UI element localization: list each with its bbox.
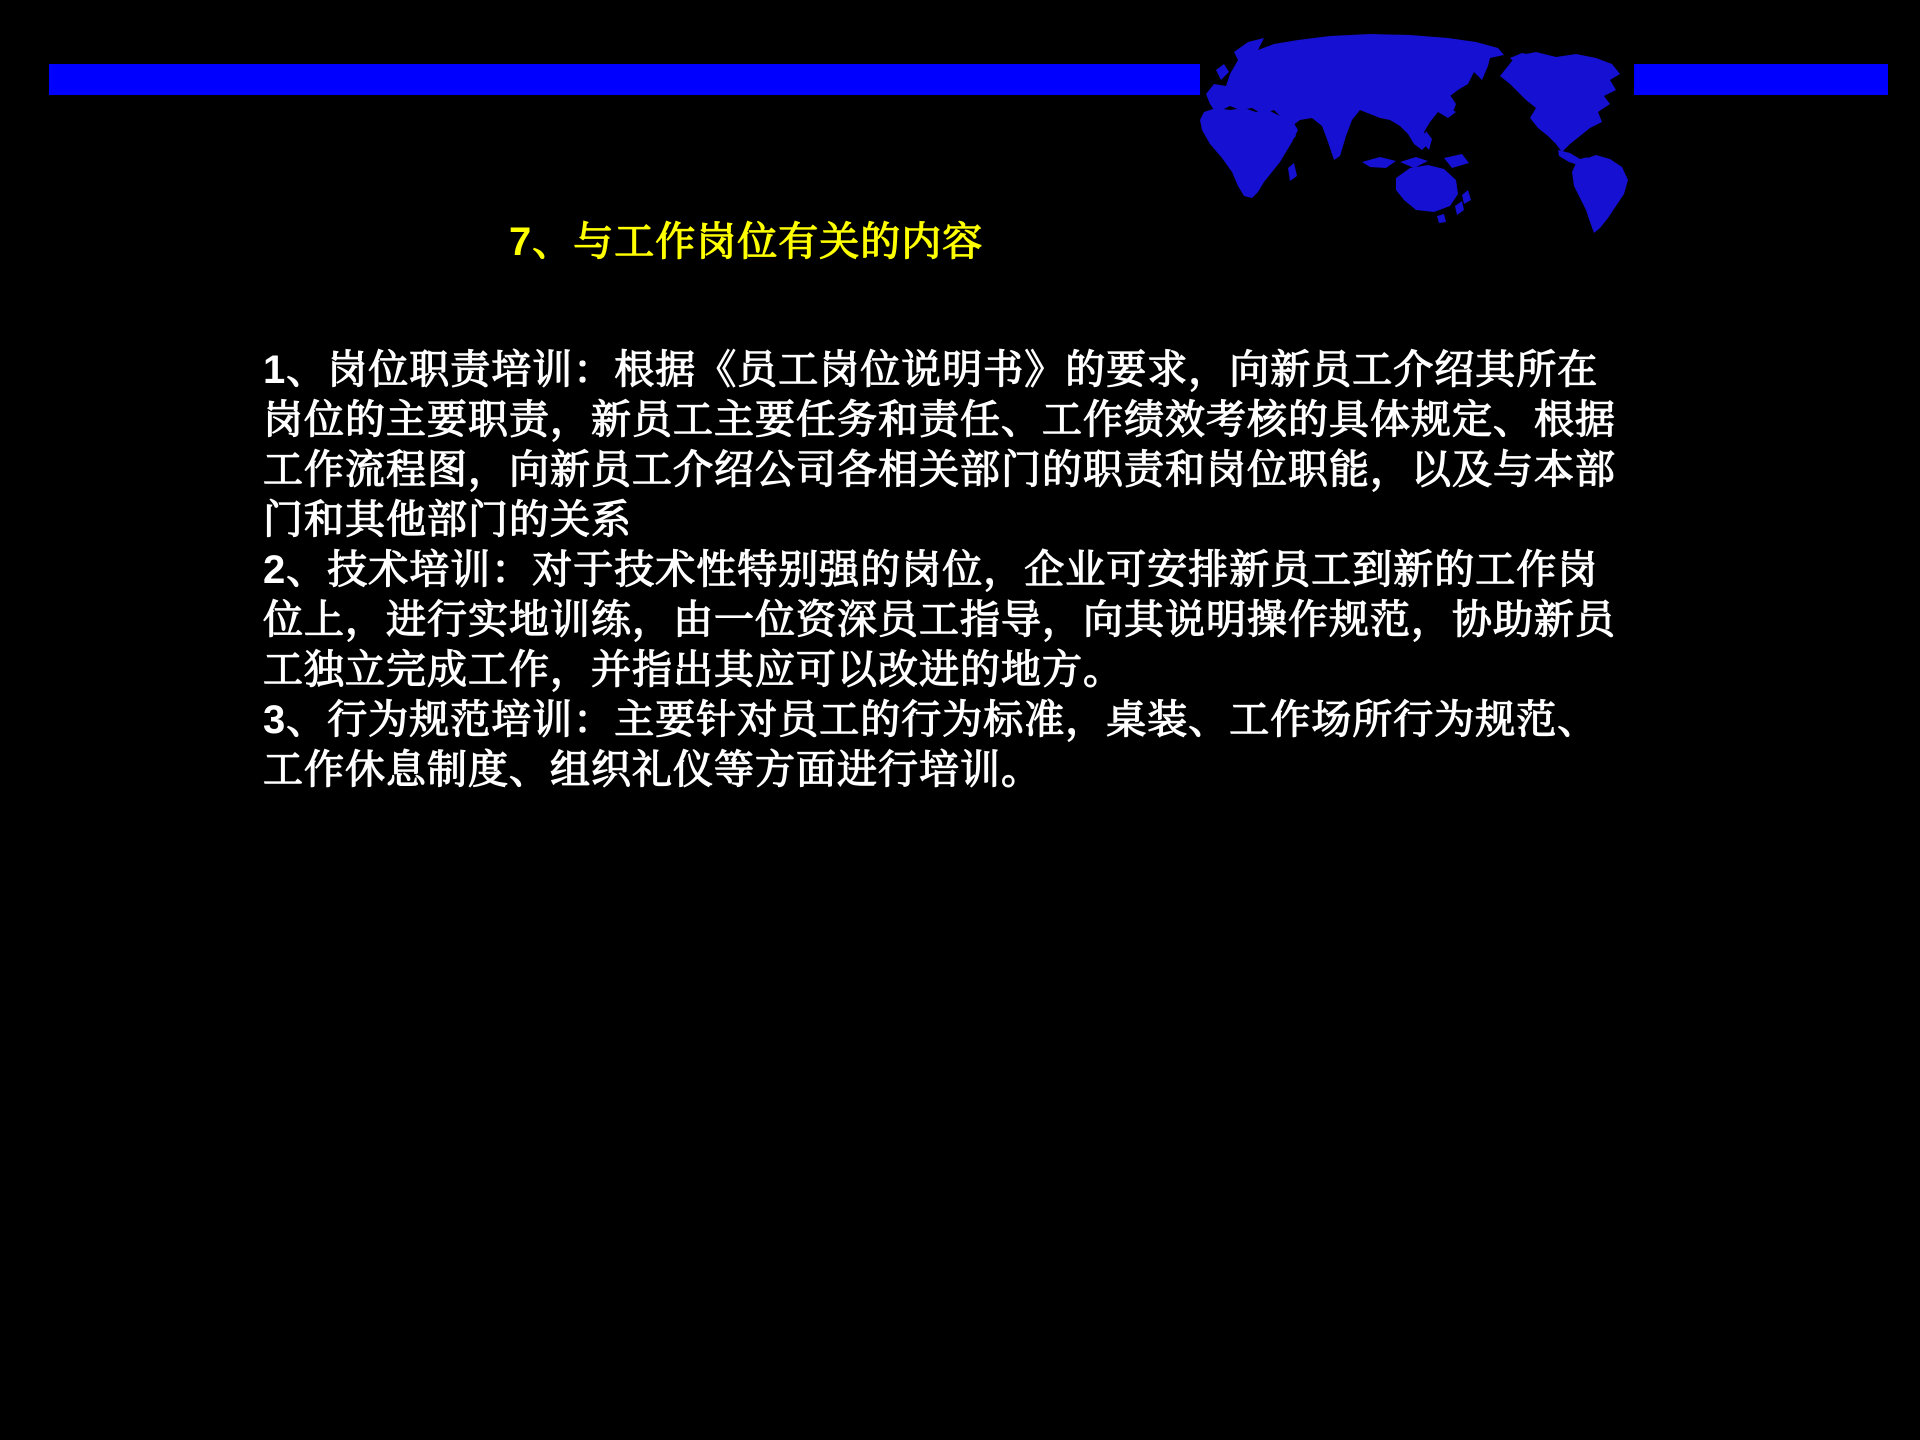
- body-line-6: 位上，进行实地训练，由一位资深员工指导，向其说明操作规范，协助新员: [263, 598, 1616, 642]
- accent-bar-left: [49, 64, 1200, 95]
- body-line-1: 1、岗位职责培训：根据《员工岗位说明书》的要求，向新员工介绍其所在: [263, 348, 1599, 392]
- body-line-3: 工作流程图，向新员工介绍公司各相关部门的职责和岗位职能，以及与本部: [263, 448, 1616, 492]
- slide-body-text: [263, 345, 1663, 795]
- body-line-8: 3、行为规范培训：主要针对员工的行为标准，桌装、工作场所行为规范、: [263, 698, 1599, 742]
- slide-title: 7、与工作岗位有关的内容: [509, 220, 984, 264]
- body-line-5: 2、技术培训：对于技术性特别强的岗位，企业可安排新员工到新的工作岗: [263, 548, 1599, 592]
- body-line-2: 岗位的主要职责，新员工主要任务和责任、工作绩效考核的具体规定、根据: [263, 398, 1616, 442]
- accent-bar-right: [1634, 64, 1888, 95]
- world-map-icon: [1200, 0, 1665, 240]
- body-line-7: 工独立完成工作，并指出其应可以改进的地方。: [263, 648, 1124, 692]
- body-line-4: 门和其他部门的关系: [263, 498, 632, 542]
- body-line-9: 工作休息制度、组织礼仪等方面进行培训。: [263, 748, 1042, 792]
